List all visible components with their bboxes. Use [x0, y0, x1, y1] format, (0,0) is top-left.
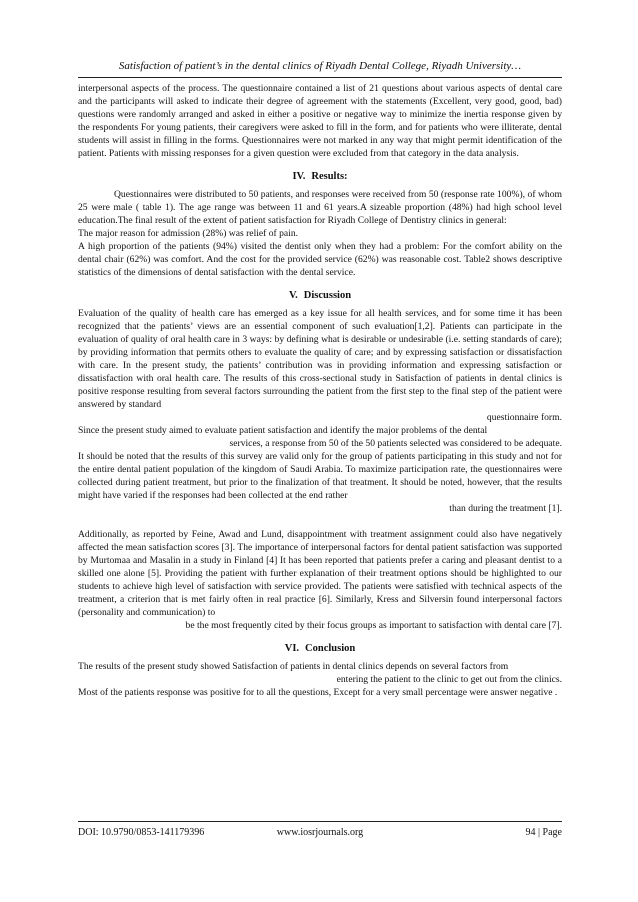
results-title: Results: [311, 171, 348, 182]
page-footer [78, 827, 562, 838]
results-number: IV. [292, 171, 306, 182]
discussion-paragraph-3-end: than during the treatment [1]. [449, 503, 562, 514]
results-paragraph-1: Questionnaires were distributed to 50 patients, and responses were received from 50 (response rate 100%), of whom 25 were male ( table 1). The age range was between 11 and 61 years.A sizeable proportion (48%) had high school level education.The final result of the extent of patient satisfaction for Riyadh College of Dentistry clinics in general: [78, 189, 562, 226]
conclusion-paragraph-1b: entering the patient to the clinic to get out from the clinics. [336, 674, 562, 685]
discussion-paragraph-4: Additionally, as reported by Feine, Awad and Lund, disappointment with treatment assignment could also have negatively affected the mean satisfaction scores [3]. The importance of interpersonal factors for dental patient satisfaction was supported by Murtomaa and Masalin in a study in Finland [4] It has been reported that patients prefer a caring and pleasant dentist to a skilled one alone [5]. Providing the patient with further explanation of their treatment options should be highlighted to our students to achieve high level of satisfaction with service provided. The patients were satisfied with technical aspects of the treatment, a criterion that is met fairly often in real practice [6]. Similarly, Kress and Silversin found interpersonal factors (personality and communication) to [78, 529, 562, 618]
discussion-paragraph-4-end: be the most frequently cited by their focus groups as important to satisfaction with dental care [7]. [185, 620, 562, 631]
discussion-paragraph-1: Evaluation of the quality of health care has emerged as a key issue for all health services, and for some time it has been recognized that the patients’ views are an essential component of such evaluation[1,2]. Patients can participate in the evaluation of quality of oral health care in 3 ways: by defining what is desirable or undesirable (i.e. setting standards of care); by providing information that permits others to evaluate the quality of care; and by expressing satisfaction or dissatisfaction with care. In the present study, the patients’ contribution was in providing information and expressing satisfaction or dissatisfaction with oral health care. The results of this cross-sectional study in Satisfaction of patients in dental clinics is positive response resulting from several factors surrounding the patient from the first step to the final step of the patient were answered by standard [78, 308, 562, 410]
results-paragraph-3: A high proportion of the patients (94%) visited the dentist only when they had a problem: For the comfort ability on the dental chair (62%) was comfort. And the cost for the provided service (62%) was reasonable cost. Table2 shows descriptive statistics of the dimensions of dental satisfaction with the dental service. [78, 241, 562, 278]
body-text [78, 82, 562, 699]
discussion-paragraph-1-end: questionnaire form. [486, 412, 562, 423]
header-rule [78, 77, 562, 78]
footer-page-number: 94 | Page [525, 827, 562, 838]
running-head: Satisfaction of patient’s in the dental clinics of Riyadh Dental College, Riyadh University… [118, 60, 522, 72]
discussion-paragraph-3: It should be noted that the results of this survey are valid only for the group of patients participating in this study and not for the entire dental patient population of the kingdom of Saudi Arabia. To maximize participation rate, the questionnaires were collected during patient treatment, but prior to the finalization of that treatment. It should be noted, however, that the results might have varied if the responses had been collected at the end rather [78, 451, 562, 501]
results-heading [78, 170, 562, 184]
methods-paragraph: interpersonal aspects of the process. The questionnaire contained a list of 21 questions about various aspects of dental care and the participants will asked to indicate their degree of agreement with the statements (Excellent, very good, good, bad) questions were randomly arranged and asked in either a positive or negative way to minimize the inertia response given by the respondents For young patients, their caregivers were asked to fill in the form, and for patients who were illiterate, dental students will assist in filling in the forms. Questionnaires were not marked in any way that might permit identification of the patient. Patients with missing responses for a given question were excluded from that category in the data analysis. [78, 83, 562, 159]
discussion-paragraph-2a: Since the present study aimed to evaluate patient satisfaction and identify the major problems of the dental [78, 425, 488, 436]
discussion-heading [78, 289, 562, 303]
conclusion-paragraph-2: Most of the patients response was positive for to all the questions, Except for a very small percentage were answer negative . [78, 687, 558, 698]
results-paragraph-2: The major reason for admission (28%) was relief of pain. [78, 228, 299, 239]
discussion-paragraph-2b: services, a response from 50 of the 50 patients selected was considered to be adequate. [229, 438, 562, 449]
conclusion-title: Conclusion [305, 643, 356, 654]
conclusion-number: VI. [284, 643, 300, 654]
footer-doi: DOI: 10.9790/0853-141179396 [78, 827, 205, 838]
footer-rule [78, 821, 562, 822]
conclusion-paragraph-1a: The results of the present study showed Satisfaction of patients in dental clinics depends on several factors from [78, 661, 509, 672]
discussion-number: V. [288, 290, 298, 301]
footer-website: www.iosrjournals.org [276, 827, 364, 838]
discussion-title: Discussion [303, 290, 352, 301]
conclusion-heading [78, 642, 562, 656]
